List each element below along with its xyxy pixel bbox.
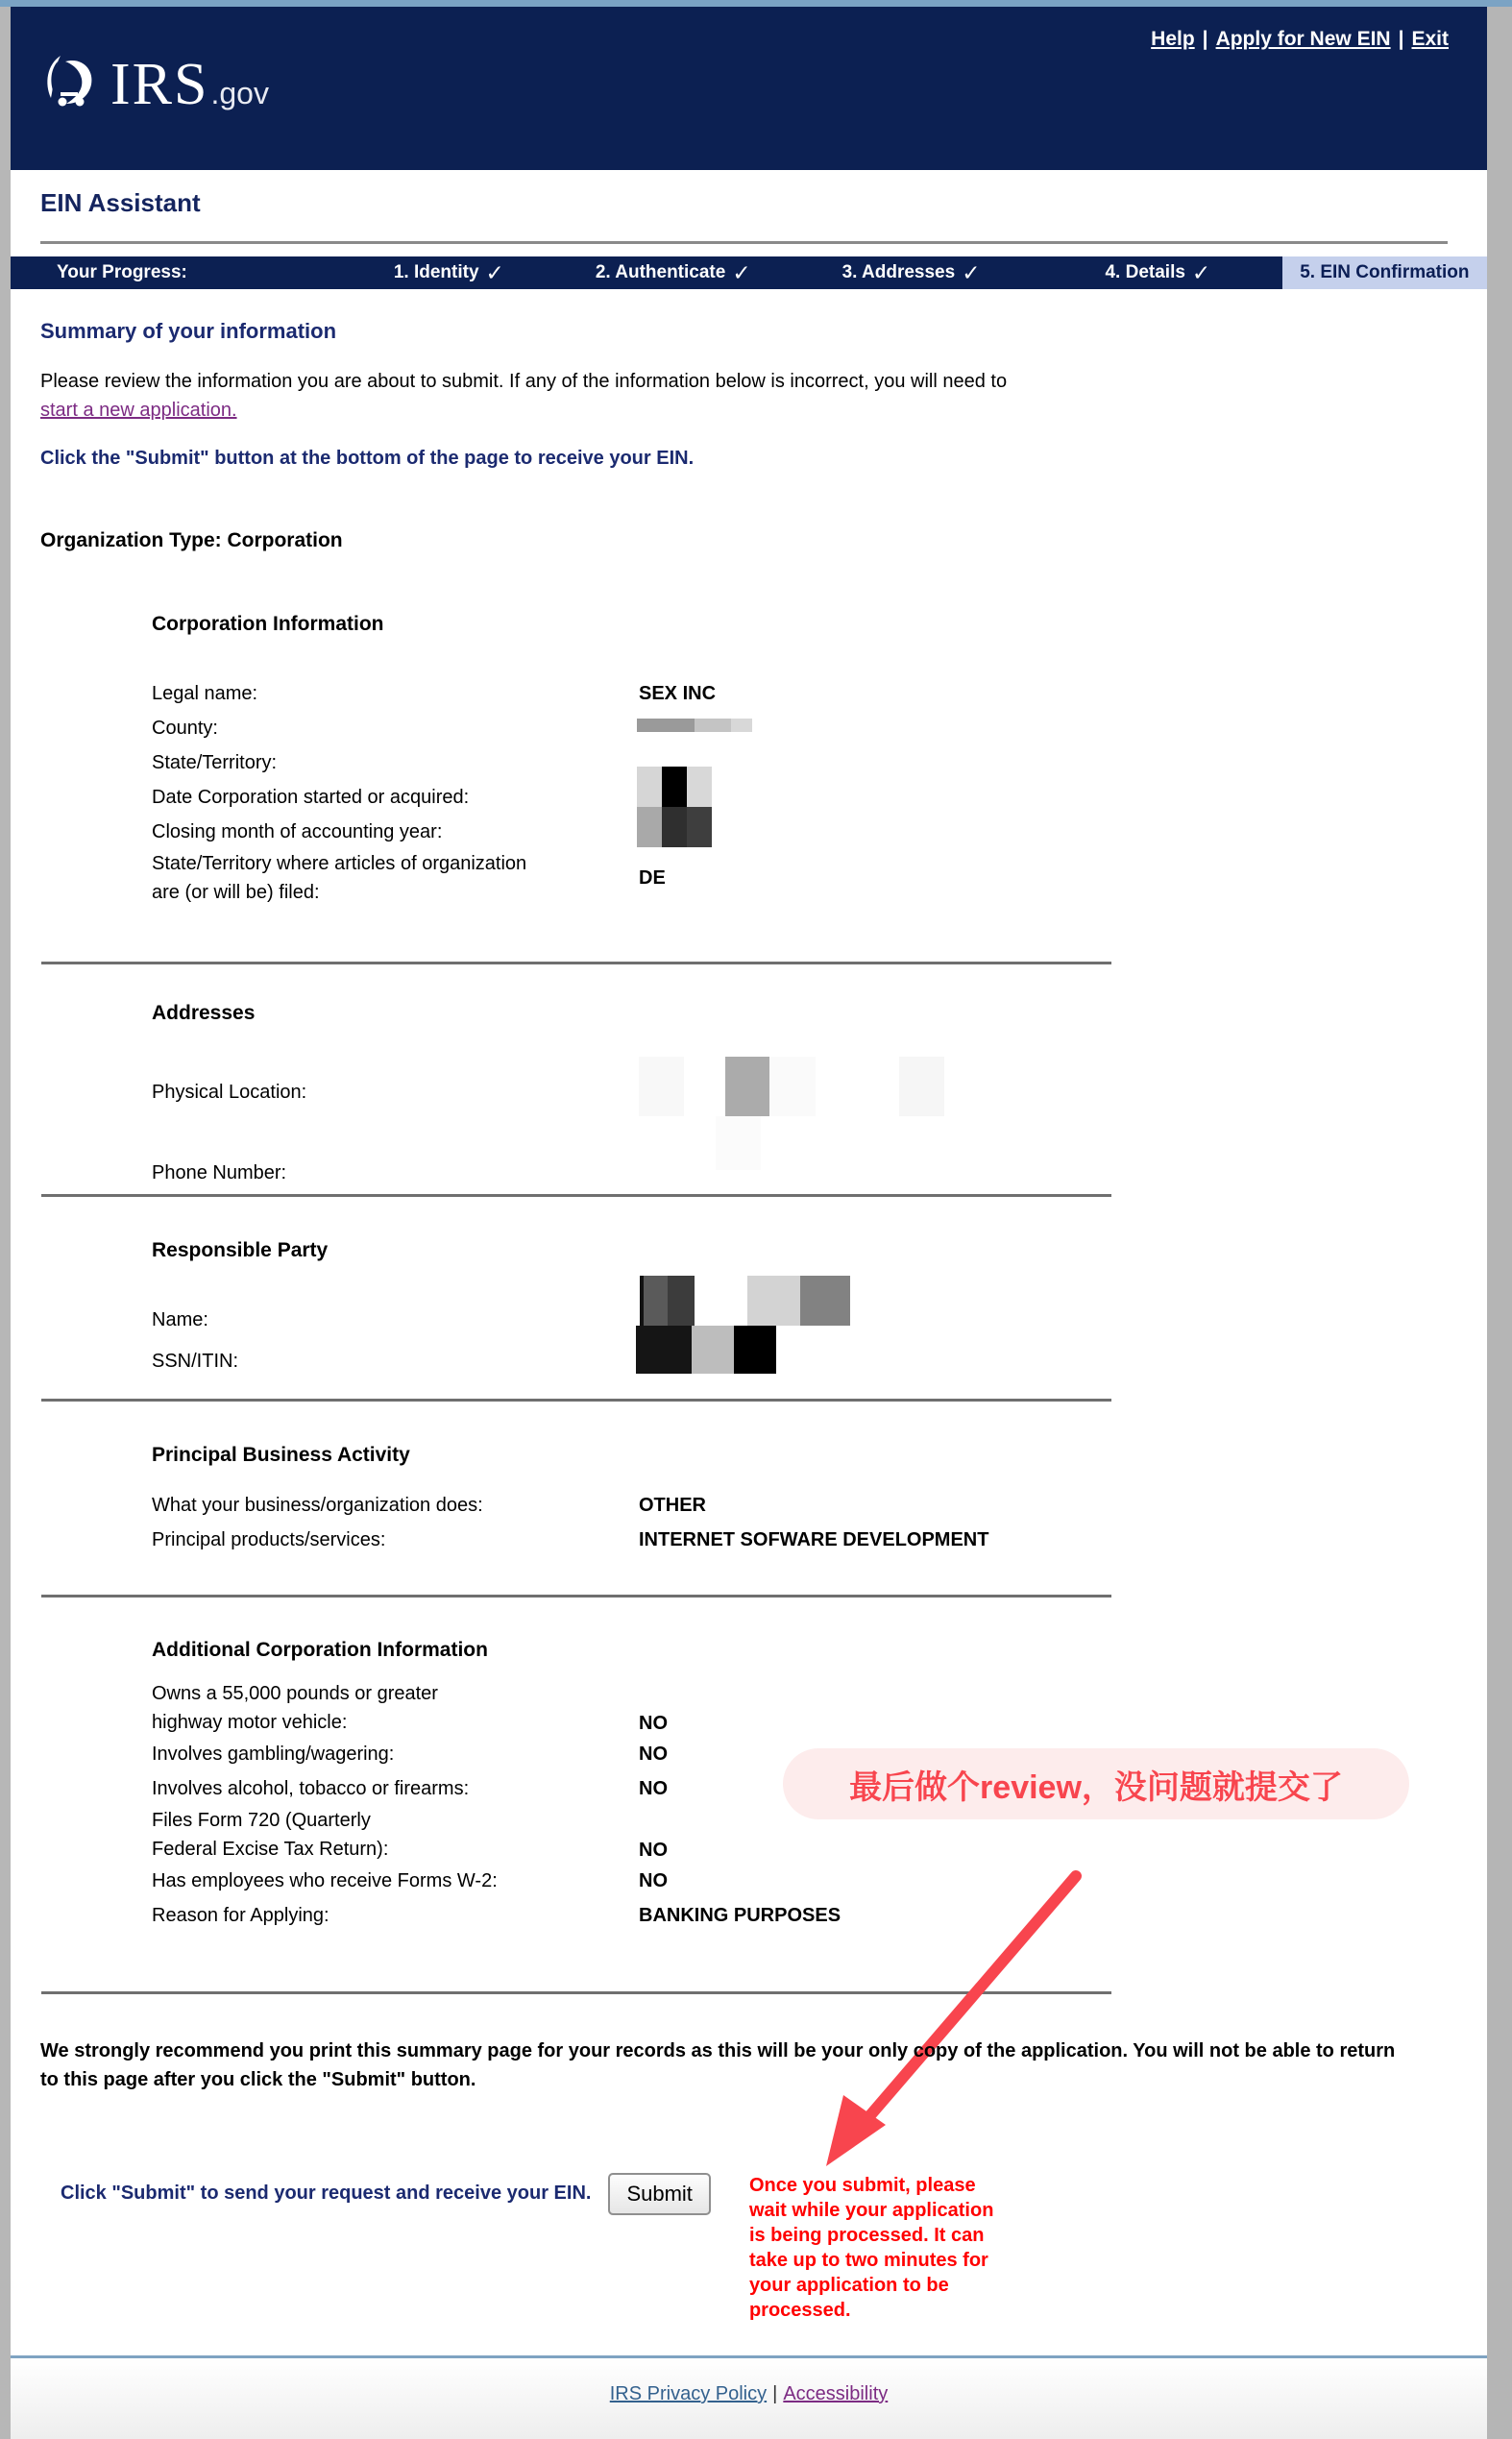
annotation-text: 最后做个review，没问题就提交了 bbox=[849, 1768, 1343, 1806]
page-title: EIN Assistant bbox=[40, 188, 201, 217]
irs-brand-text: IRS bbox=[110, 52, 209, 117]
alcohol-value: NO bbox=[639, 1777, 668, 1799]
section-heading: Additional Corporation Information bbox=[152, 1639, 488, 1661]
print-recommendation: We strongly recommend you print this summary page for your records as this will be your only copy of the application. You will not be able to return to this page after you click the "Submit" button. bbox=[40, 2040, 1396, 2090]
site-header bbox=[11, 7, 1487, 170]
check-icon: ✓ bbox=[962, 259, 981, 285]
help-link[interactable]: Help bbox=[1151, 28, 1195, 50]
legal-name-value: SEX INC bbox=[639, 682, 717, 704]
accessibility-link[interactable]: Accessibility bbox=[783, 2383, 889, 2404]
field-row-legal-name: Legal name: SEX INC bbox=[152, 676, 1241, 711]
reason-for-applying-value: BANKING PURPOSES bbox=[639, 1904, 841, 1926]
irs-brand-suffix: .gov bbox=[210, 76, 269, 110]
field-row-form-720: Files Form 720 (Quarterly Federal Excise Tax Return): NO bbox=[152, 1806, 1241, 1864]
check-icon: ✓ bbox=[1191, 259, 1211, 285]
field-row-products-services: Principal products/services: INTERNET SOFWARE DEVELOPMENT bbox=[152, 1523, 1241, 1557]
progress-label: Your Progress: bbox=[57, 262, 187, 282]
summary-intro: Please review the information you are about to submit. If any of the information below is incorrect, you will need to start a new application. bbox=[40, 371, 1008, 421]
annotation-bubble bbox=[783, 1748, 1409, 1819]
field-row-alcohol-tobacco-firearms: Involves alcohol, tobacco or firearms: NO bbox=[152, 1771, 1241, 1806]
apply-new-ein-link[interactable]: Apply for New EIN bbox=[1215, 28, 1391, 50]
field-row-gambling: Involves gambling/wagering: NO bbox=[152, 1737, 1241, 1771]
section-heading: Responsible Party bbox=[152, 1239, 329, 1261]
redacted-date-block bbox=[637, 767, 712, 807]
window-top-bar bbox=[0, 0, 1512, 7]
field-row-closing-month: Closing month of accounting year: bbox=[152, 821, 443, 842]
irs-privacy-policy-link[interactable]: IRS Privacy Policy bbox=[609, 2383, 768, 2404]
progress-step-addresses: 3. Addresses ✓ bbox=[841, 259, 981, 285]
submit-row bbox=[61, 2173, 1009, 2323]
section-divider bbox=[41, 962, 1111, 964]
link-separator: | bbox=[1202, 28, 1208, 50]
organization-type: Organization Type: Corporation bbox=[40, 529, 343, 551]
irs-logo bbox=[39, 49, 269, 117]
products-services-value: INTERNET SOFWARE DEVELOPMENT bbox=[639, 1528, 989, 1550]
field-row-business-does: What your business/organization does: OTHER bbox=[152, 1488, 1241, 1523]
section-principal-business-activity bbox=[40, 1444, 1241, 1557]
link-separator: | bbox=[1398, 28, 1404, 50]
gambling-value: NO bbox=[639, 1743, 668, 1765]
field-row-phone-number: Phone Number: bbox=[152, 1162, 287, 1183]
field-row-physical-location: Physical Location: bbox=[152, 1082, 307, 1103]
window-left-edge bbox=[0, 7, 11, 2439]
field-row-name: Name: bbox=[152, 1308, 208, 1330]
section-responsible-party bbox=[40, 1239, 1241, 1381]
start-new-application-link[interactable]: start a new application. bbox=[40, 400, 237, 421]
field-row-w2-employees: Has employees who receive Forms W-2: NO bbox=[152, 1864, 1241, 1898]
submit-button[interactable]: Submit bbox=[608, 2173, 710, 2215]
summary-heading: Summary of your information bbox=[40, 319, 337, 343]
form-720-value: NO bbox=[639, 1840, 668, 1861]
page-footer bbox=[11, 2355, 1487, 2439]
section-addresses bbox=[40, 1002, 1241, 1190]
field-row-state-territory: State/Territory: bbox=[152, 752, 278, 773]
irs-eagle-icon bbox=[39, 49, 101, 112]
exit-link[interactable]: Exit bbox=[1411, 28, 1449, 50]
redacted-physical-location bbox=[639, 1057, 944, 1116]
field-row-date-started: Date Corporation started or acquired: bbox=[152, 787, 470, 808]
w2-employees-value: NO bbox=[639, 1869, 668, 1891]
section-divider bbox=[41, 1595, 1111, 1598]
progress-bar bbox=[11, 256, 1487, 289]
articles-state-value: DE bbox=[639, 866, 666, 889]
redacted-physical-location-line2 bbox=[716, 1116, 761, 1170]
submit-warning-text: Once you submit, please wait while your application is being processed. It can take up to two minutes for your application to be processed. bbox=[748, 2175, 994, 2321]
section-corporation-information bbox=[40, 613, 1241, 907]
section-divider bbox=[41, 1194, 1111, 1197]
field-row-county: County: bbox=[152, 718, 218, 739]
field-row-ssn-itin: SSN/ITIN: bbox=[152, 1350, 239, 1372]
link-separator: | bbox=[772, 2383, 778, 2404]
title-divider bbox=[40, 241, 1448, 244]
business-does-value: OTHER bbox=[639, 1494, 706, 1516]
redacted-county bbox=[637, 719, 752, 732]
summary-submit-note: Click the "Submit" button at the bottom of the page to receive your EIN. bbox=[40, 448, 695, 469]
progress-step-authenticate: 2. Authenticate ✓ bbox=[595, 259, 751, 285]
field-row-articles-state: State/Territory where articles of organization are (or will be) filed: DE bbox=[152, 849, 1241, 907]
header-links bbox=[1151, 28, 1449, 51]
progress-step-ein-confirmation-active: 5. EIN Confirmation bbox=[1282, 256, 1486, 289]
motor-vehicle-value: NO bbox=[639, 1713, 668, 1734]
section-heading: Corporation Information bbox=[152, 613, 384, 635]
submit-cta-text: Click "Submit" to send your request and receive your EIN. bbox=[61, 2183, 592, 2204]
field-row-motor-vehicle: Owns a 55,000 pounds or greater highway motor vehicle: NO bbox=[152, 1679, 1241, 1737]
section-divider bbox=[41, 1399, 1111, 1402]
check-icon: ✓ bbox=[732, 259, 751, 285]
window-right-edge[interactable] bbox=[1487, 7, 1512, 2439]
redacted-ssn bbox=[636, 1326, 776, 1374]
progress-step-details: 4. Details ✓ bbox=[1105, 259, 1211, 285]
annotation-arrow-icon bbox=[797, 1859, 1095, 2185]
section-heading: Principal Business Activity bbox=[152, 1444, 410, 1466]
progress-step-identity: 1. Identity ✓ bbox=[393, 259, 504, 285]
field-row-reason-for-applying: Reason for Applying: BANKING PURPOSES bbox=[152, 1898, 1241, 1933]
section-heading: Addresses bbox=[152, 1002, 256, 1024]
redacted-closing-month-block bbox=[637, 807, 712, 847]
check-icon: ✓ bbox=[485, 259, 504, 285]
redacted-name bbox=[640, 1276, 850, 1326]
